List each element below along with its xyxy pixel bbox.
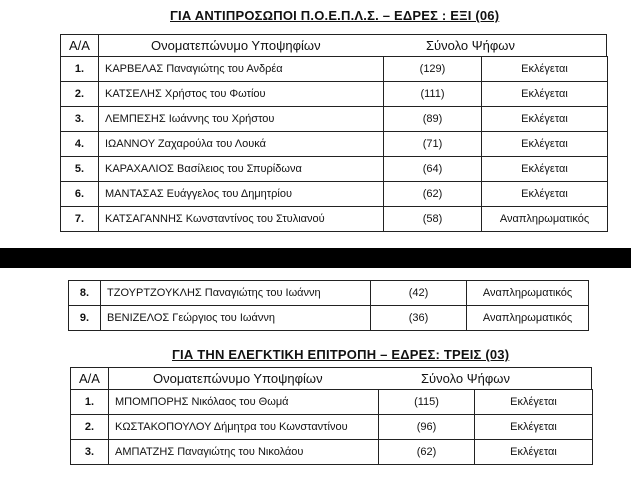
row-index: 2.	[61, 82, 99, 107]
row-index: 1.	[71, 390, 109, 415]
election-result: Αναπληρωματικός	[482, 207, 608, 232]
election-result: Εκλέγεται	[482, 132, 608, 157]
header-votes: Σύνολο Ψήφων	[421, 371, 510, 386]
header-name: Ονοματεπώνυμο Υποψηφίων	[153, 371, 323, 386]
vote-count: (71)	[384, 132, 482, 157]
table-row	[61, 207, 608, 232]
table-row	[71, 390, 593, 415]
delegates-table-continued	[68, 280, 589, 331]
candidate-name: ΜΠΟΜΠΟΡΗΣ Νικόλαος του Θωμά	[109, 390, 379, 415]
row-index: 3.	[71, 440, 109, 465]
row-index: 1.	[61, 57, 99, 82]
election-result: Εκλέγεται	[482, 157, 608, 182]
table-row	[61, 57, 608, 82]
header-name: Ονοματεπώνυμο Υποψηφίων	[151, 38, 321, 53]
election-result: Εκλέγεται	[482, 107, 608, 132]
election-result: Αναπληρωματικός	[467, 281, 589, 306]
candidate-name: ΚΑΡΒΕΛΑΣ Παναγιώτης του Ανδρέα	[99, 57, 384, 82]
vote-count: (96)	[379, 415, 475, 440]
section-title-audit-committee: ΓΙΑ ΤΗΝ ΕΛΕΓΚΤΙΚΗ ΕΠΙΤΡΟΠΗ – ΕΔΡΕΣ: ΤΡΕΙΣ (03)	[172, 347, 510, 362]
candidate-name: ΜΑΝΤΑΣΑΣ Ευάγγελος του Δημητρίου	[99, 182, 384, 207]
table-row	[61, 82, 608, 107]
vote-count: (36)	[371, 306, 467, 331]
election-result: Εκλέγεται	[475, 415, 593, 440]
vote-count: (89)	[384, 107, 482, 132]
vote-count: (115)	[379, 390, 475, 415]
section-title-delegates: ΓΙΑ ΑΝΤΙΠΡΟΣΩΠΟΙ Π.Ο.Ε.Π.Λ.Σ. – ΕΔΡΕΣ : ΕΞΙ (06)	[170, 8, 500, 23]
row-index: 4.	[61, 132, 99, 157]
candidate-name: ΑΜΠΑΤΖΗΣ Παναγιώτης του Νικολάου	[109, 440, 379, 465]
table-row	[61, 132, 608, 157]
vote-count: (64)	[384, 157, 482, 182]
vote-count: (58)	[384, 207, 482, 232]
vote-count: (111)	[384, 82, 482, 107]
header-row-2	[70, 367, 592, 390]
table-row	[61, 182, 608, 207]
vote-count: (62)	[384, 182, 482, 207]
candidate-name: ΚΑΤΣΑΓΑΝΝΗΣ Κωνσταντίνος του Στυλιανού	[99, 207, 384, 232]
audit-committee-table	[70, 389, 593, 465]
election-result: Εκλέγεται	[475, 390, 593, 415]
header-divider	[98, 34, 99, 56]
row-index: 2.	[71, 415, 109, 440]
candidate-name: ΚΑΤΣΕΛΗΣ Χρήστος του Φωτίου	[99, 82, 384, 107]
row-index: 3.	[61, 107, 99, 132]
delegates-table	[60, 56, 608, 232]
row-index: 5.	[61, 157, 99, 182]
vote-count: (42)	[371, 281, 467, 306]
header-row	[60, 34, 607, 57]
scan-separator	[0, 248, 631, 268]
row-index: 8.	[69, 281, 101, 306]
table-row	[69, 281, 589, 306]
header-votes: Σύνολο Ψήφων	[426, 38, 515, 53]
table-row	[61, 157, 608, 182]
row-index: 9.	[69, 306, 101, 331]
candidate-name: ΤΖΟΥΡΤΖΟΥΚΛΗΣ Παναγιώτης του Ιωάννη	[101, 281, 371, 306]
table-row	[69, 306, 589, 331]
header-index: Α/Α	[79, 371, 100, 386]
election-result: Αναπληρωματικός	[467, 306, 589, 331]
candidate-name: ΚΑΡΑΧΑΛΙΟΣ Βασίλειος του Σπυρίδωνα	[99, 157, 384, 182]
header-divider	[108, 367, 109, 389]
candidate-name: ΙΩΑΝΝΟΥ Ζαχαρούλα του Λουκά	[99, 132, 384, 157]
election-result: Εκλέγεται	[482, 82, 608, 107]
vote-count: (129)	[384, 57, 482, 82]
election-result: Εκλέγεται	[482, 57, 608, 82]
header-index: Α/Α	[69, 38, 90, 53]
table-row	[71, 415, 593, 440]
election-result: Εκλέγεται	[482, 182, 608, 207]
candidate-name: ΚΩΣΤΑΚΟΠΟΥΛΟΥ Δήμητρα του Κωνσταντίνου	[109, 415, 379, 440]
row-index: 7.	[61, 207, 99, 232]
candidate-name: ΛΕΜΠΕΣΗΣ Ιωάννης του Χρήστου	[99, 107, 384, 132]
table-row	[71, 440, 593, 465]
table-row	[61, 107, 608, 132]
row-index: 6.	[61, 182, 99, 207]
vote-count: (62)	[379, 440, 475, 465]
election-result: Εκλέγεται	[475, 440, 593, 465]
candidate-name: ΒΕΝΙΖΕΛΟΣ Γεώργιος του Ιωάννη	[101, 306, 371, 331]
